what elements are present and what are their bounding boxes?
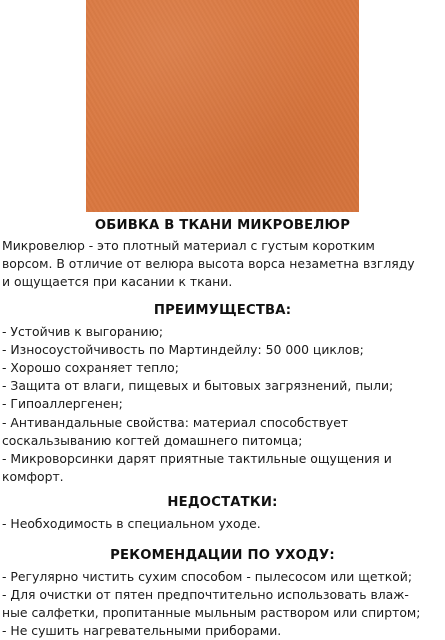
advantage-item: - Микроворсинки дарят приятные тактильные ощущения и — [2, 451, 392, 467]
intro-line: Микровелюр - это плотный материал с густым коротким — [2, 238, 375, 253]
description-content — [0, 216, 445, 640]
advantages-list — [0, 323, 445, 487]
intro-line: и ощущается при касании к ткани. — [2, 274, 233, 290]
care-item: ные салфетки, пропитанные мыльным раствором или спиртом; — [2, 605, 421, 621]
advantage-item: комфорт. — [2, 469, 64, 485]
advantage-item: соскальзыванию когтей домашнего питомца; — [2, 432, 303, 448]
advantage-item: - Хорошо сохраняет тепло; — [2, 360, 179, 376]
disadvantages-heading: НЕДОСТАТКИ: — [167, 495, 278, 511]
advantage-item: - Устойчив к выгоранию; — [2, 323, 164, 339]
fabric-swatch-image — [86, 0, 359, 212]
care-heading: РЕКОМЕНДАЦИИ ПО УХОДУ: — [110, 547, 335, 563]
care-item: - Регулярно чистить сухим способом - пылесосом или щеткой; — [2, 568, 413, 584]
disadvantage-item: - Необходимость в специальном уходе. — [2, 516, 261, 532]
care-list — [0, 568, 445, 640]
advantage-item: - Износоустойчивость по Мартиндейлу: 50 000 циклов; — [2, 341, 364, 357]
advantage-item: - Антивандальные свойства: материал способствует — [2, 414, 349, 430]
advantage-item: - Гипоаллергенен; — [2, 396, 123, 412]
intro-heading: ОБИВКА В ТКАНИ МИКРОВЕЛЮР — [94, 218, 351, 233]
care-item: - Для очистки от пятен предпочтительно использовать влаж- — [2, 586, 409, 602]
advantages-heading: ПРЕИМУЩЕСТВА: — [153, 302, 292, 318]
advantage-item: - Защита от влаги, пищевых и бытовых загрязнений, пыли; — [2, 378, 394, 394]
disadvantages-list — [0, 515, 445, 533]
intro-text — [0, 237, 445, 292]
intro-line: ворсом. В отличие от велюра высота ворса незаметна взгляду — [2, 256, 415, 272]
care-item: - Не сушить нагревательными приборами. — [2, 623, 282, 639]
